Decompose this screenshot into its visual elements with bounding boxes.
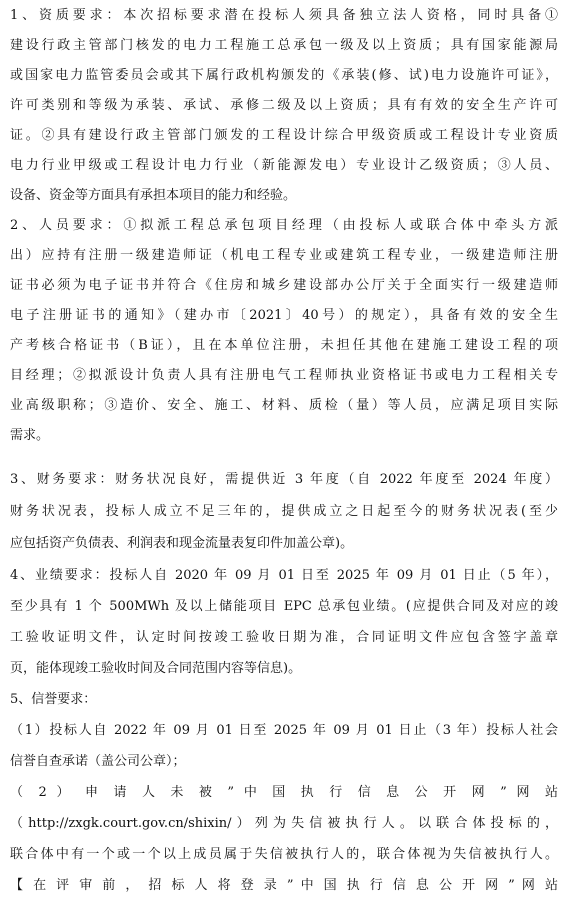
text-line: 5、信誉要求： — [10, 692, 97, 707]
text-line: 页，能体现竣工验收时间及合同范围内容等信息)。 — [10, 661, 302, 676]
text-line: 许可类别和等级为承装、承试、承修二级及以上资质；具有有效的安全生产许可 — [10, 98, 558, 113]
text-line: 联合体中有一个或一个以上成员属于失信被执行人的，联合体视为失信被执行人。 — [10, 847, 558, 862]
text-line: 4、业绩要求：投标人自 2020 年 09 月 01 日至 2025 年 09 月 01 日止（5 年）， — [10, 568, 558, 583]
text-line: 需求。 — [10, 428, 50, 443]
text-line: 产考核合格证书（B证），且在本单位注册，未担任其他在建施工建设工程的项 — [10, 338, 558, 353]
text-line: 证书必须为电子证书并符合《住房和城乡建设部办公厅关于全面实行一级建造师 — [10, 278, 558, 293]
text-line: 电子注册证书的通知》（建办市〔2021〕40号）的规定），具备有效的安全生 — [10, 308, 558, 323]
text-line: 1、资质要求：本次招标要求潜在投标人须具备独立法人资格，同时具备① — [10, 8, 558, 23]
text-line: （ 2 ） 申 请 人 未 被 ” 中 国 执 行 信 息 公 开 网 ” 网 站 — [10, 785, 558, 800]
text-line: 出）应持有注册一级建造师证（机电工程专业或建筑工程专业，一级建造师注册 — [10, 248, 558, 263]
text-line: 应包括资产负债表、利润表和现金流量表复印件加盖公章)。 — [10, 536, 354, 551]
text-line: 建设行政主管部门核发的电力工程施工总承包一级及以上资质；具有国家能源局 — [10, 38, 558, 53]
text-line: 3、财务要求：财务状况良好，需提供近 3 年度（自 2022 年度至 2024 年度） — [10, 472, 558, 487]
document-page — [10, 0, 558, 901]
text-line: 目经理；②拟派设计负责人具有注册电气工程师执业资格证书或电力工程相关专 — [10, 368, 558, 383]
text-line: 证。②具有建设行政主管部门颁发的工程设计综合甲级资质或工程设计专业资质 — [10, 128, 558, 143]
text-line: （1）投标人自 2022 年 09 月 01 日至 2025 年 09 月 01 日止（3 年）投标人社会 — [10, 723, 558, 738]
text-line: 电力行业甲级或工程设计电力行业（新能源发电）专业设计乙级资质；③人员、 — [10, 158, 558, 173]
text-line: 设备、资金等方面具有承担本项目的能力和经验。 — [10, 188, 297, 203]
text-line: 或国家电力监管委员会或其下属行政机构颁发的《承装(修、试)电力设施许可证》， — [10, 68, 558, 83]
text-line: 财务状况表，投标人成立不足三年的，提供成立之日起至今的财务状况表(至少 — [10, 504, 558, 519]
text-line: 业高级职称；③造价、安全、施工、材料、质检（量）等人员，应满足项目实际 — [10, 398, 558, 413]
text-line: 工验收证明文件，认定时间按竣工验收日期为准，合同证明文件应包含签字盖章 — [10, 630, 558, 645]
text-line: 【 在 评 审 前 ， 招 标 人 将 登 录 ” 中 国 执 行 信 息 公 开 网 ” 网 站 — [10, 878, 558, 893]
text-line: （http://zxgk.court.gov.cn/shixin/）列为失信被执行人。以联合体投标的， — [10, 816, 558, 831]
text-line: 至少具有 1 个 500MWh 及以上储能项目 EPC 总承包业绩。(应提供合同及对应的竣 — [10, 599, 558, 614]
text-line: 信誉自查承诺（盖公司公章）； — [10, 754, 186, 769]
text-line: 2、人员要求：①拟派工程总承包项目经理（由投标人或联合体中牵头方派 — [10, 218, 558, 233]
